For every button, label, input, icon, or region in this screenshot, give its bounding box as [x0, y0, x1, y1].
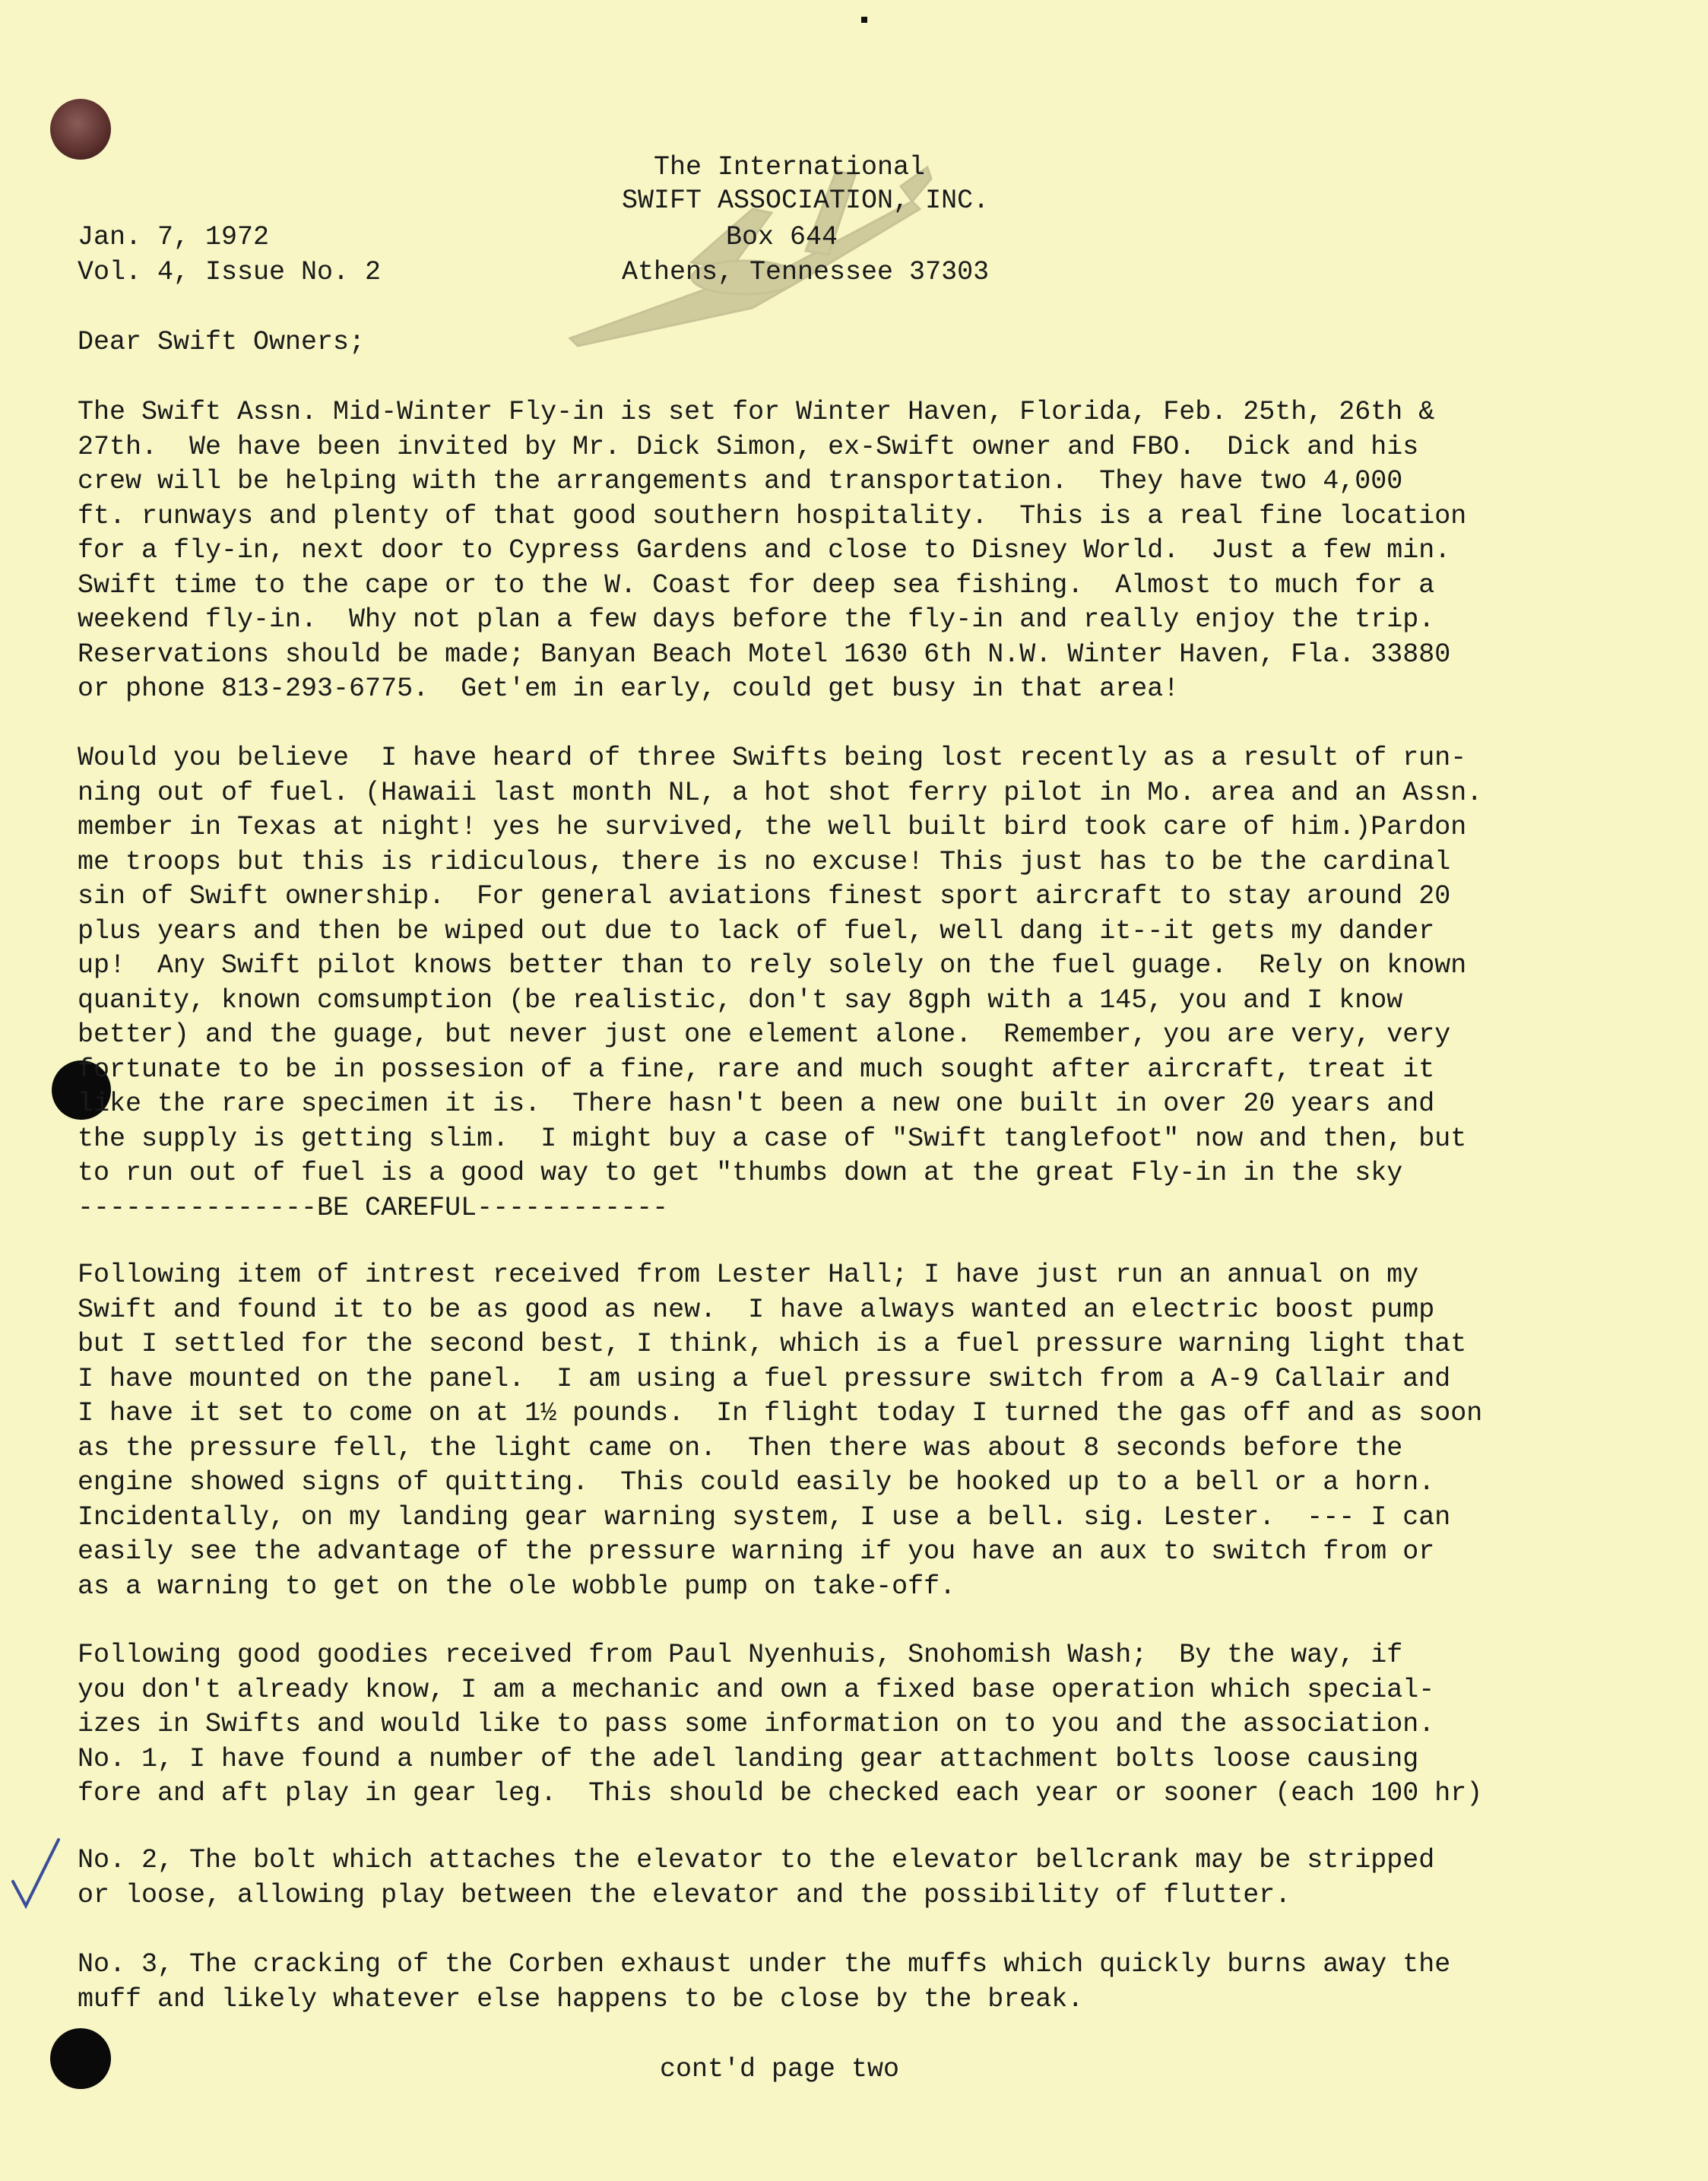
text-line: member in Texas at night! yes he survived, the well built bird took care of him.)Pardon — [78, 812, 1467, 842]
text-line: easily see the advantage of the pressure warning if you have an aux to switch from or — [78, 1536, 1435, 1567]
text-line: like the rare specimen it is. There hasn't been a new one built in over 20 years and — [78, 1089, 1435, 1119]
text-line: No. 3, The cracking of the Corben exhaust under the muffs which quickly burns away the — [78, 1949, 1451, 1980]
punch-hole-icon — [50, 99, 111, 160]
text-line: or loose, allowing play between the elevator and the possibility of flutter. — [78, 1879, 1291, 1910]
text-line: fore and aft play in gear leg. This should be checked each year or sooner (each 100 hr) — [78, 1778, 1483, 1809]
text-line: as a warning to get on the ole wobble pump on take-off. — [78, 1571, 956, 1602]
text-line: No. 2, The bolt which attaches the elevator to the elevator bellcrank may be stripped — [78, 1845, 1435, 1875]
salutation: Dear Swift Owners; — [78, 327, 366, 357]
be-careful-line: ---------------BE CAREFUL------------ — [78, 1192, 669, 1223]
text-line: you don't already know, I am a mechanic and own a fixed base operation which special- — [78, 1674, 1435, 1705]
text-line: Reservations should be made; Banyan Beach Motel 1630 6th N.W. Winter Haven, Fla. 33880 — [78, 639, 1451, 670]
text-line: I have it set to come on at 1½ pounds. In flight today I turned the gas off and as soon — [78, 1398, 1483, 1428]
text-line: engine showed signs of quitting. This could easily be hooked up to a bell or a horn. — [78, 1467, 1435, 1498]
text-line: Swift and found it to be as good as new. I have always wanted an electric boost pump — [78, 1294, 1435, 1325]
letterhead-line-3: Box 644 — [726, 222, 838, 252]
text-line: Incidentally, on my landing gear warning system, I use a bell. sig. Lester. --- I can — [78, 1501, 1451, 1533]
text-line: Following good goodies received from Paul Nyenhuis, Snohomish Wash; By the way, if — [78, 1640, 1403, 1670]
text-line: the supply is getting slim. I might buy a case of "Swift tanglefoot" now and then, but — [78, 1123, 1467, 1154]
continued-note: cont'd page two — [660, 2054, 900, 2084]
text-line: izes in Swifts and would like to pass some information on to you and the association. — [78, 1709, 1435, 1739]
text-line: plus years and then be wiped out due to lack of fuel, well dang it--it gets my dander — [78, 915, 1435, 946]
text-line: Swift time to the cape or to the W. Coast for deep sea fishing. Almost to much for a — [78, 569, 1435, 601]
letterhead-line-2: SWIFT ASSOCIATION, INC. — [622, 185, 990, 216]
scan-mark — [861, 17, 867, 23]
text-line: for a fly-in, next door to Cypress Gardens and close to Disney World. Just a few min. — [78, 535, 1451, 566]
text-line: Following item of intrest received from Lester Hall; I have just run an annual on my — [78, 1260, 1419, 1290]
text-line: but I settled for the second best, I think, which is a fuel pressure warning light that — [78, 1329, 1467, 1359]
letter-date: Jan. 7, 1972 — [78, 222, 270, 252]
text-line: sin of Swift ownership. For general aviations finest sport aircraft to stay around 20 — [78, 881, 1451, 911]
paragraph-lester-hall — [78, 1258, 1659, 1604]
paragraph-item-3 — [78, 1948, 1659, 2017]
paragraph-fly-in — [78, 395, 1659, 707]
text-line: or phone 813-293-6775. Get'em in early, could get busy in that area! — [78, 674, 1180, 704]
punch-hole-icon — [50, 2028, 111, 2089]
text-line: ft. runways and plenty of that good southern hospitality. This is a real fine location — [78, 500, 1467, 531]
text-line: No. 1, I have found a number of the adel landing gear attachment bolts loose causing — [78, 1743, 1419, 1774]
text-line: weekend fly-in. Why not plan a few days before the fly-in and really enjoy the trip. — [78, 604, 1435, 635]
check-mark-icon — [9, 1836, 62, 1912]
text-line: up! Any Swift pilot knows better than to rely solely on the fuel guage. Rely on known — [78, 950, 1467, 981]
volume-issue: Vol. 4, Issue No. 2 — [78, 257, 382, 287]
text-line: The Swift Assn. Mid-Winter Fly-in is set for Winter Haven, Florida, Feb. 25th, 26th & — [78, 397, 1435, 427]
text-line: Would you believe I have heard of three Swifts being lost recently as a result of run- — [78, 743, 1467, 773]
text-line: ning out of fuel. (Hawaii last month NL, a hot shot ferry pilot in Mo. area and an Assn. — [78, 777, 1483, 808]
text-line: muff and likely whatever else happens to be close by the break. — [78, 1983, 1084, 2015]
letterhead-line-1: The International — [654, 152, 926, 182]
text-line: me troops but this is ridiculous, there is no excuse! This just has to be the cardinal — [78, 846, 1451, 877]
text-line: 27th. We have been invited by Mr. Dick Simon, ex-Swift owner and FBO. Dick and his — [78, 431, 1419, 462]
text-line: I have mounted on the panel. I am using a fuel pressure switch from a A-9 Callair and — [78, 1363, 1451, 1394]
text-line: better) and the guage, but never just one element alone. Remember, you are very, very — [78, 1019, 1451, 1050]
text-line: crew will be helping with the arrangements and transportation. They have two 4,000 — [78, 466, 1403, 496]
text-line: as the pressure fell, the light came on. Then there was about 8 seconds before the — [78, 1432, 1403, 1463]
paragraph-paul-nyenhuis — [78, 1638, 1659, 1812]
paragraph-item-2 — [78, 1843, 1659, 1913]
letterhead-line-4: Athens, Tennessee 37303 — [622, 257, 990, 287]
paragraph-fuel-warning — [78, 741, 1659, 1225]
text-line: to run out of fuel is a good way to get "thumbs down at the great Fly-in in the sky — [78, 1158, 1403, 1188]
text-line: quanity, known comsumption (be realistic, don't say 8gph with a 145, you and I know — [78, 984, 1403, 1016]
text-line: fortunate to be in possesion of a fine, rare and much sought after aircraft, treat it — [78, 1054, 1435, 1085]
